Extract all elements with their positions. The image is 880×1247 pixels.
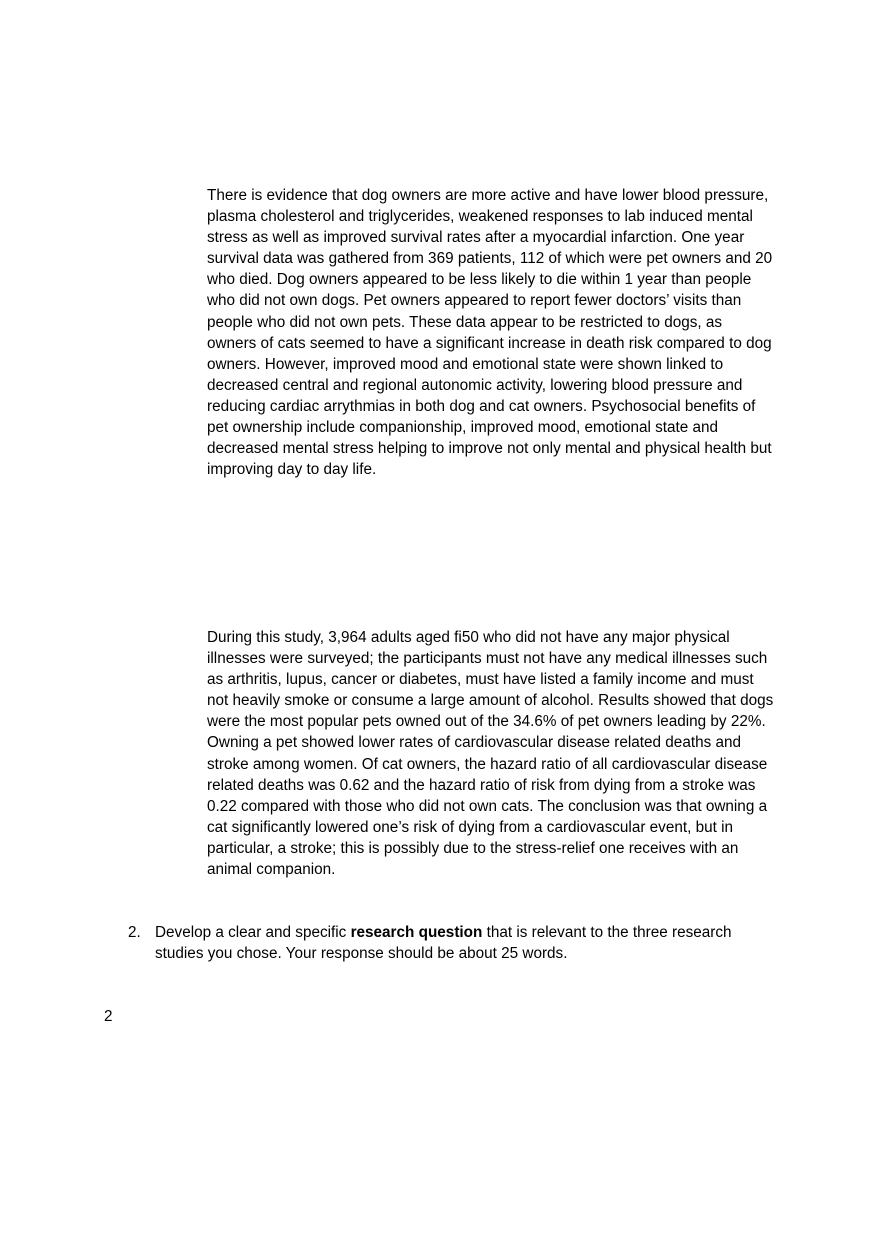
page-number: 2	[104, 1008, 113, 1025]
list-item-text	[155, 924, 732, 962]
question-bold-phrase: research question	[350, 924, 483, 941]
numbered-list	[128, 922, 768, 964]
list-item-number: 2.	[128, 924, 141, 941]
list-item-research-question	[128, 922, 768, 964]
paragraph-cardiovascular-study: During this study, 3,964 adults aged ﬁ50 who did not have any major physical illnesses were surveyed; the participants must not have any medical illnesses such as arthritis, lupus, cancer or diabetes, must have listed a family income and must not heavily smoke or consume a large amount of alcohol. Results showed that dogs were the most popular pets owned out of the 34.6% of pet owners leading by 22%. Owning a pet showed lower rates of cardiovascular disease related deaths and stroke among women. Of cat owners, the hazard ratio of all cardiovascular disease related deaths was 0.62 and the hazard ratio of risk from dying from a stroke was 0.22 compared with those who did not own cats. The conclusion was that owning a cat significantly lowered one’s risk of dying from a cardiovascular event, but in particular, a stroke; this is possibly due to the stress-relief one receives with an animal companion.	[207, 629, 774, 879]
paragraph-pet-health-evidence: There is evidence that dog owners are more active and have lower blood pressure, plasma cholesterol and triglycerides, weakened responses to lab induced mental stress as well as improved survival rates after a myocardial infarction. One year survival data was gathered from 369 patients, 112 of which were pet owners and 20 who died. Dog owners appeared to be less likely to die within 1 year than people who did not own dogs. Pet owners appeared to report fewer doctors’ visits than people who did not own pets. These data appear to be restricted to dogs, as owners of cats seemed to have a significant increase in death risk compared to dog owners. However, improved mood and emotional state were shown linked to decreased central and regional autonomic activity, lowering blood pressure and reducing cardiac arrythmias in both dog and cat owners. Psychosocial benefits of pet ownership include companionship, improved mood, emotional state and decreased mental stress helping to improve not only mental and physical health but improving day to day life.	[207, 187, 773, 479]
question-text-before: Develop a clear and specific	[155, 924, 351, 941]
question-text-after: that is relevant to the three research studies you chose. Your response should be about 25 words.	[155, 924, 732, 963]
